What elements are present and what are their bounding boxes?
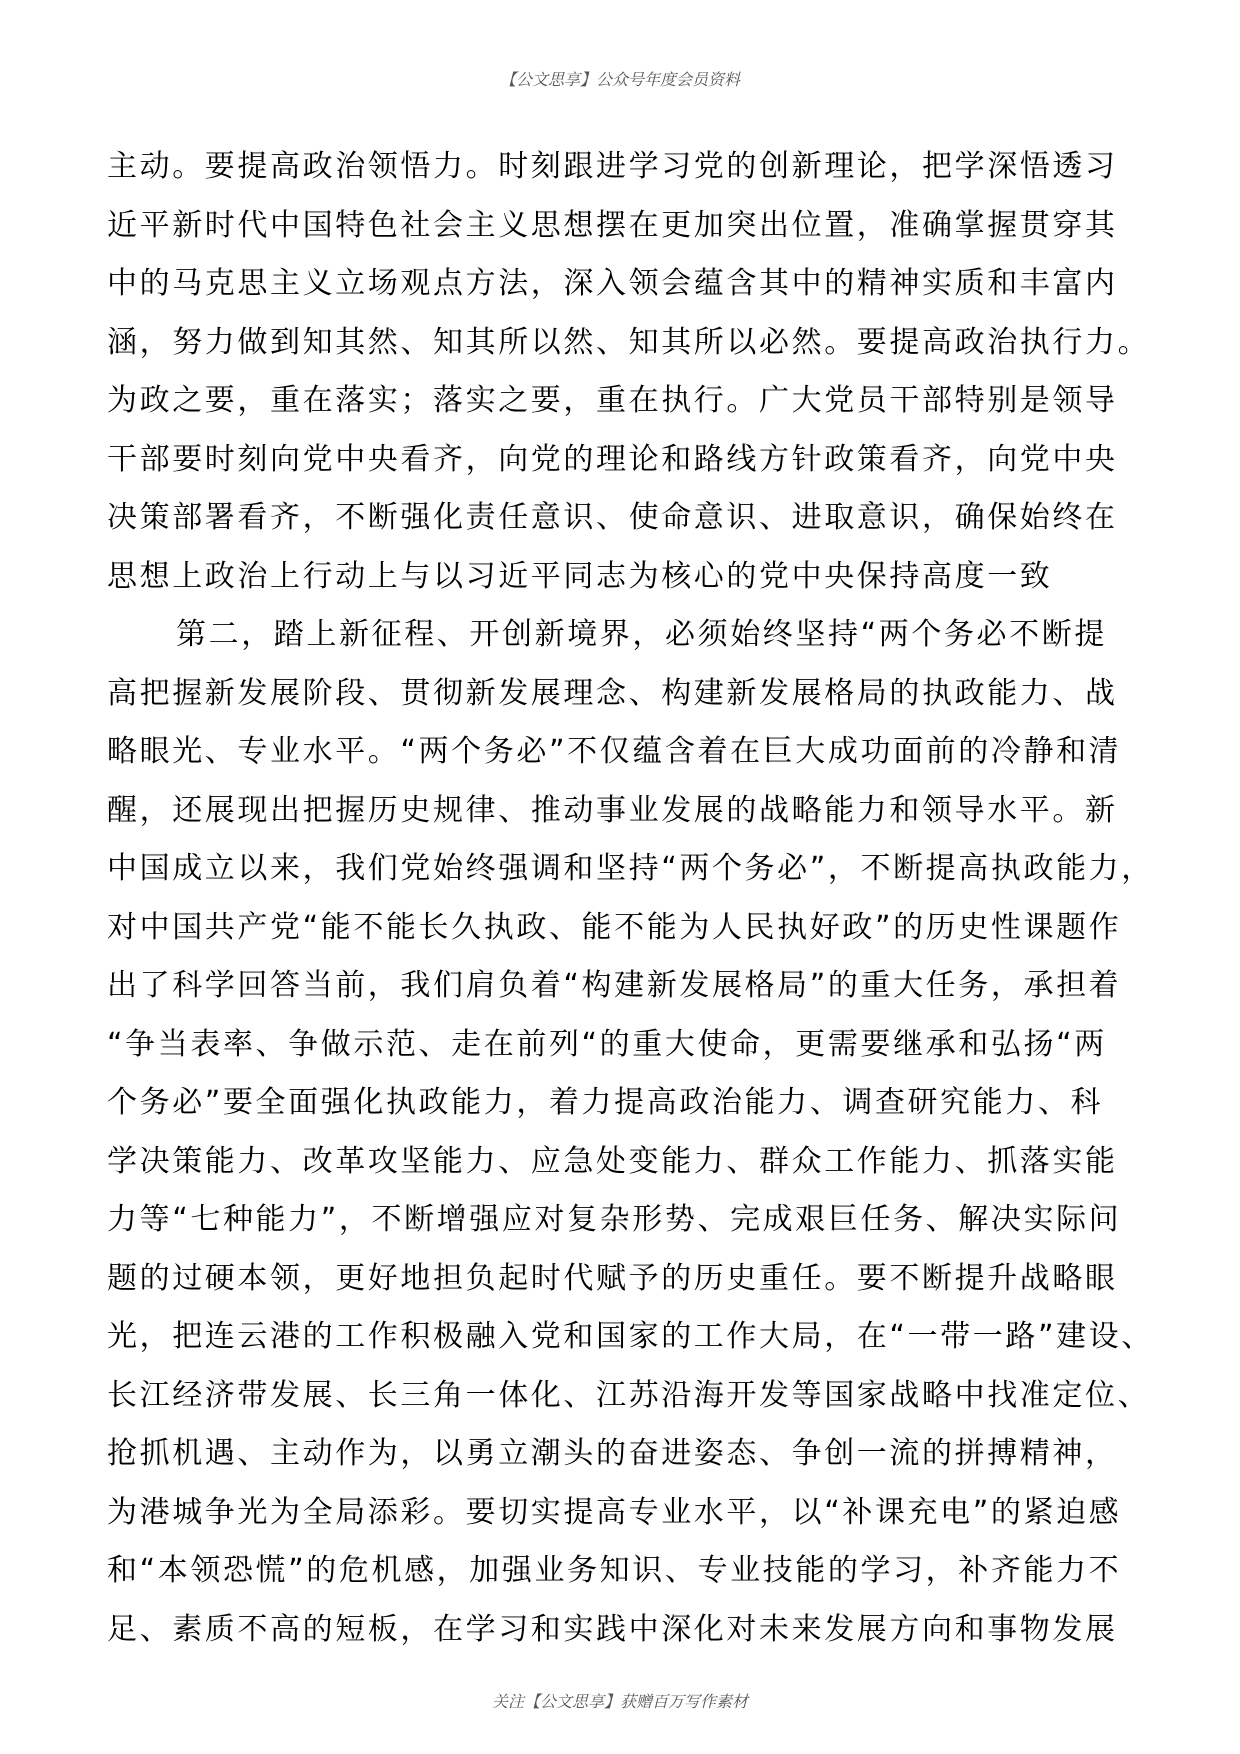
text-line: 和“本领恐慌”的危机感，加强业务知识、专业技能的学习，补齐能力不 xyxy=(107,1553,1122,1588)
text-line: 干部要时刻向党中央看齐，向党的理论和路线方针政策看齐，向党中央 xyxy=(107,441,1118,477)
text-line: 近平新时代中国特色社会主义思想摆在更加突出位置，准确掌握贯穿其 xyxy=(107,207,1118,243)
text-line: 高把握新发展阶段、贯彻新发展理念、构建新发展格局的执政能力、战 xyxy=(107,675,1118,711)
text-line: 足、素质不高的短板，在学习和实践中深化对未来发展方向和事物发展 xyxy=(107,1611,1118,1647)
text-line: 长江经济带发展、长三角一体化、江苏沿海开发等国家战略中找准定位、 xyxy=(107,1377,1151,1413)
text-line: 思想上政治上行动上与以习近平同志为核心的党中央保持高度一致 xyxy=(107,558,1053,594)
text-line: 学决策能力、改革攻坚能力、应急处变能力、群众工作能力、抓落实能 xyxy=(107,1143,1118,1179)
text-line: 光，把连云港的工作积极融入党和国家的工作大局，在“一带一路”建设、 xyxy=(107,1319,1154,1354)
paragraph-start-line: 第二，踏上新征程、开创新境界，必须始终坚持“两个务必不断提 xyxy=(176,617,1107,652)
text-line: 主动。要提高政治领悟力。时刻跟进学习党的创新理论，把学深悟透习 xyxy=(107,149,1118,184)
page-footer: 关注【公文思享】获赠百万写作素材 xyxy=(491,1692,748,1711)
text-line: 力等“七种能力”，不断增强应对复杂形势、完成艰巨任务、解决实际问 xyxy=(107,1202,1122,1237)
text-line: 决策部署看齐，不断强化责任意识、使命意识、进取意识，确保始终在 xyxy=(107,500,1118,535)
text-line: 为港城争光为全局添彩。要切实提高专业水平，以“补课充电”的紧迫感 xyxy=(107,1494,1122,1530)
text-line: 抢抓机遇、主动作为，以勇立潮头的奋进姿态、争创一流的拼搏精神， xyxy=(107,1436,1118,1471)
text-line: “争当表率、争做示范、走在前列“的重大使命，更需要继承和弘扬“两 xyxy=(107,1026,1107,1062)
text-line: 出了科学回答当前，我们肩负着“构建新发展格局”的重大任务，承担着 xyxy=(107,968,1122,1003)
text-line: 中的马克思主义立场观点方法，深入领会蕴含其中的精神实质和丰富内 xyxy=(107,266,1118,301)
page-header: 【公文思享】公众号年度会员资料 xyxy=(499,70,740,89)
text-line: 醒，还展现出把握历史规律、推动事业发展的战略能力和领导水平。新 xyxy=(107,792,1118,828)
text-line: 中国成立以来，我们党始终强调和坚持“两个务必”，不断提高执政能力， xyxy=(107,851,1154,886)
text-line: 略眼光、专业水平。“两个务必”不仅蕴含着在巨大成功面前的冷静和清 xyxy=(107,734,1122,769)
text-line: 对中国共产党“能不能长久执政、能不能为人民执好政”的历史性课题作 xyxy=(107,909,1122,945)
text-line: 个务必”要全面强化执政能力，着力提高政治能力、调查研究能力、科 xyxy=(107,1085,1104,1120)
document-body xyxy=(107,138,1154,1659)
text-line: 涵，努力做到知其然、知其所以然、知其所以必然。要提高政治执行力。 xyxy=(107,324,1151,360)
text-line: 题的过硬本领，更好地担负起时代赋予的历史重任。要不断提升战略眼 xyxy=(107,1260,1118,1296)
text-line: 为政之要，重在落实；落实之要，重在执行。广大党员干部特别是领导 xyxy=(107,383,1118,418)
